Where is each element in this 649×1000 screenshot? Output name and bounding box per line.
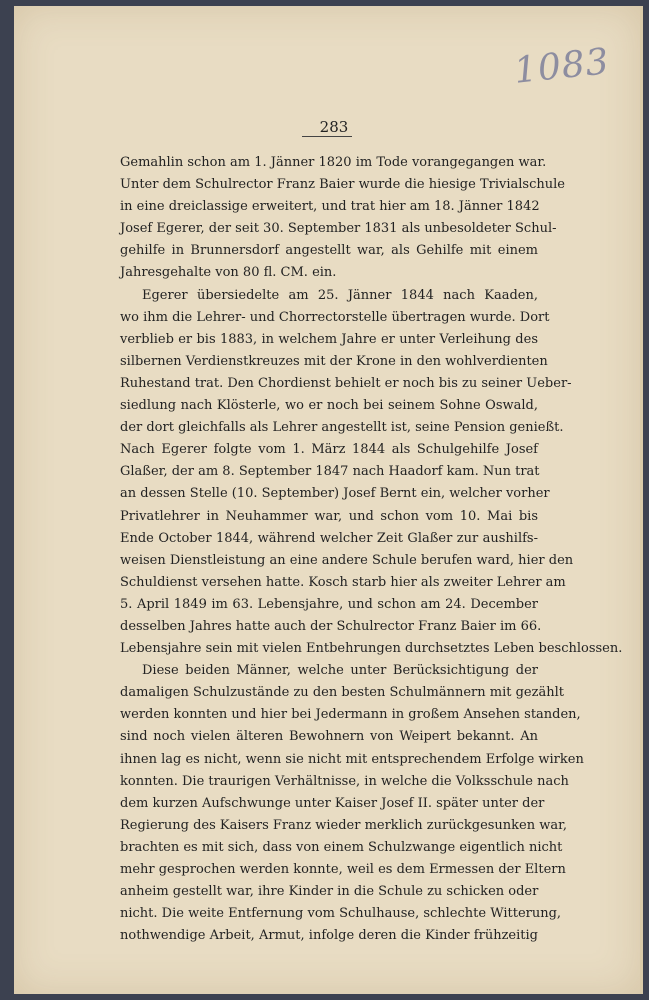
text-line: ihnen lag es nicht, wenn sie nicht mit entsprechendem Erfolge wirken <box>120 751 584 767</box>
text-line: Gemahlin schon am 1. Jänner 1820 im Tode vorangegangen war. <box>120 155 547 170</box>
text-line: Ruhestand trat. Den Chordienst behielt er noch bis zu seiner Ueber- <box>120 375 572 391</box>
text-line: damaligen Schulzustände zu den besten Schulmännern mit gezählt <box>120 685 564 701</box>
text-line: Regierung des Kaisers Franz wieder merklich zurückgesunken war, <box>120 817 568 833</box>
text-line: Josef Egerer, der seit 30. September 1831 als unbesoldeter Schul- <box>120 221 557 237</box>
text-line: Privatlehrer in Neuhammer war, und schon vom 10. Mai bis <box>120 508 538 524</box>
body-text <box>120 152 623 947</box>
text-line: Ende October 1844, während welcher Zeit Glaßer zur aushilfs- <box>120 530 538 546</box>
text-line: gehilfe in Brunnersdorf angestellt war, als Gehilfe mit einem <box>120 243 538 259</box>
text-line: verblieb er bis 1883, in welchem Jahre er unter Verleihung des <box>120 331 538 347</box>
text-line: konnten. Die traurigen Verhältnisse, in welche die Volksschule nach <box>120 773 569 789</box>
text-line: wo ihm die Lehrer- und Chorrectorstelle übertragen wurde. Dort <box>120 309 550 325</box>
text-line: Schuldienst versehen hatte. Kosch starb hier als zweiter Lehrer am <box>120 574 566 590</box>
text-line: silbernen Verdienstkreuzes mit der Krone in den wohlverdienten <box>120 353 548 369</box>
page-number-rule <box>302 136 352 137</box>
text-line: weisen Dienstleistung an eine andere Schule berufen ward, hier den <box>120 552 574 568</box>
text-line: sind noch vielen älteren Bewohnern von Weipert bekannt. An <box>120 729 538 745</box>
archive-number: 1083 <box>512 41 612 92</box>
text-line: Lebensjahre sein mit vielen Entbehrungen durchsetztes Leben beschlossen. <box>120 641 623 657</box>
page-number: 283 <box>319 118 349 136</box>
document-page <box>14 6 643 994</box>
text-line: anheim gestellt war, ihre Kinder in die Schule zu schicken oder <box>120 884 539 900</box>
text-line: Egerer übersiedelte am 25. Jänner 1844 nach Kaaden, <box>142 287 538 303</box>
text-line: 5. April 1849 im 63. Lebensjahre, und schon am 24. December <box>120 596 538 612</box>
text-line: Nach Egerer folgte vom 1. März 1844 als Schulgehilfe Josef <box>120 442 538 458</box>
text-line: mehr gesprochen werden konnte, weil es dem Ermessen der Eltern <box>120 862 566 877</box>
text-line: werden konnten und hier bei Jedermann in großem Ansehen standen, <box>120 707 581 723</box>
text-line: nicht. Die weite Entfernung vom Schulhause, schlechte Witterung, <box>120 906 562 922</box>
text-line: nothwendige Arbeit, Armut, infolge deren die Kinder frühzeitig <box>120 928 538 944</box>
text-line: in eine dreiclassige erweitert, und trat hier am 18. Jänner 1842 <box>120 199 540 215</box>
text-line: Glaßer, der am 8. September 1847 nach Haadorf kam. Nun trat <box>120 464 540 480</box>
text-line: der dort gleichfalls als Lehrer angestellt ist, seine Pension genießt. <box>120 420 564 436</box>
text-line: dem kurzen Aufschwunge unter Kaiser Josef II. später unter der <box>120 795 545 811</box>
text-line: siedlung nach Klösterle, wo er noch bei seinem Sohne Oswald, <box>120 398 538 414</box>
text-line: an dessen Stelle (10. September) Josef Bernt ein, welcher vorher <box>120 486 550 502</box>
text-line: Jahresgehalte von 80 fl. CM. ein. <box>120 265 337 281</box>
text-line: brachten es mit sich, dass von einem Schulzwange eigentlich nicht <box>120 839 563 855</box>
text-line: Diese beiden Männer, welche unter Berücksichtigung der <box>142 663 538 679</box>
text-line: Unter dem Schulrector Franz Baier wurde die hiesige Trivialschule <box>120 177 565 193</box>
text-line: desselben Jahres hatte auch der Schulrector Franz Baier im 66. <box>120 618 542 634</box>
